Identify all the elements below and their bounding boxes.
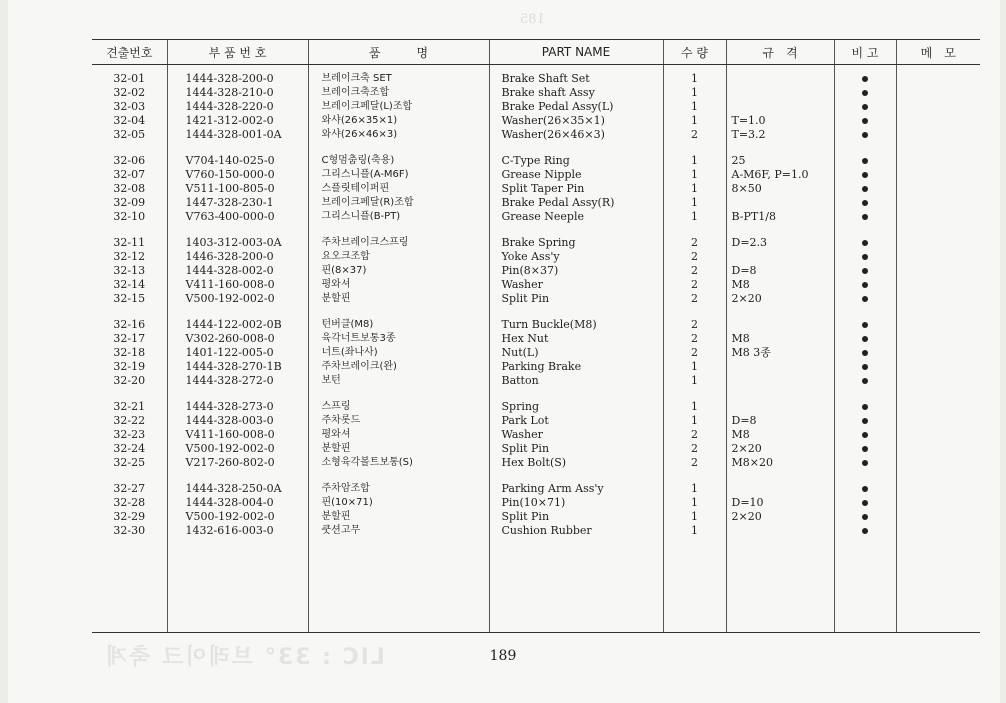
bullet-dot-icon bbox=[862, 214, 868, 220]
korean-name: 브레이크페달(L)조합 bbox=[321, 101, 413, 112]
remark-cell bbox=[835, 414, 896, 428]
part-number: V302-260-008-0 bbox=[185, 332, 275, 345]
remark-cell bbox=[835, 264, 896, 278]
col-name-ko bbox=[308, 65, 489, 633]
part-number: 1421-312-002-0 bbox=[185, 114, 274, 127]
remark-cell bbox=[835, 400, 896, 414]
quantity: 2 bbox=[691, 278, 698, 291]
part-number: V511-100-805-0 bbox=[185, 182, 275, 195]
row-group bbox=[490, 318, 663, 388]
row-group bbox=[835, 482, 896, 538]
specification: M8 bbox=[731, 428, 750, 441]
row-group bbox=[835, 400, 896, 470]
header-name-ko: 품 명 bbox=[308, 40, 489, 65]
specification: T=3.2 bbox=[731, 128, 766, 141]
item-number: 32-14 bbox=[113, 278, 146, 291]
bullet-dot-icon bbox=[862, 158, 868, 164]
col-part-no bbox=[167, 65, 308, 633]
row-group bbox=[727, 318, 834, 388]
row-group bbox=[727, 482, 834, 538]
korean-name: 평와셔 bbox=[321, 279, 351, 290]
quantity: 1 bbox=[691, 374, 698, 387]
item-number: 32-15 bbox=[113, 292, 146, 305]
remark-cell bbox=[835, 442, 896, 456]
item-number: 32-25 bbox=[113, 456, 146, 469]
part-number: 1447-328-230-1 bbox=[185, 196, 274, 209]
bullet-dot-icon bbox=[862, 268, 868, 274]
row-group bbox=[664, 154, 726, 224]
row-group bbox=[168, 400, 308, 470]
part-number: V411-160-008-0 bbox=[185, 428, 275, 441]
row-group bbox=[835, 318, 896, 388]
item-number: 32-18 bbox=[113, 346, 146, 359]
bleed-through-text: LIC : 33° 브레이크 축계 bbox=[104, 645, 385, 670]
remark-cell bbox=[835, 374, 896, 388]
parts-table bbox=[92, 39, 980, 633]
specification: M8×20 bbox=[731, 456, 773, 469]
specification: D=2.3 bbox=[731, 236, 768, 249]
bullet-dot-icon bbox=[862, 514, 868, 520]
remark-cell bbox=[835, 524, 896, 538]
row-group bbox=[309, 318, 489, 388]
korean-name: 주차브레이크(완) bbox=[321, 361, 397, 372]
part-name: Washer bbox=[501, 278, 543, 291]
row-group bbox=[309, 400, 489, 470]
part-name: Brake Pedal Assy(L) bbox=[501, 100, 614, 113]
quantity: 2 bbox=[691, 456, 698, 469]
remark-cell bbox=[835, 114, 896, 128]
part-number: 1444-328-220-0 bbox=[185, 100, 274, 113]
item-number: 32-16 bbox=[113, 318, 146, 331]
remark-cell bbox=[835, 182, 896, 196]
part-number: 1444-122-002-0B bbox=[185, 318, 282, 331]
part-number: V500-192-002-0 bbox=[185, 510, 275, 523]
remark-cell bbox=[835, 332, 896, 346]
part-name: Nut(L) bbox=[501, 346, 539, 359]
bullet-dot-icon bbox=[862, 336, 868, 342]
item-number: 32-05 bbox=[113, 128, 146, 141]
part-name: C-Type Ring bbox=[501, 154, 570, 167]
korean-name: 와샤(26×46×3) bbox=[321, 129, 398, 140]
specification: M8 3종 bbox=[731, 346, 771, 359]
item-number: 32-19 bbox=[113, 360, 146, 373]
bullet-dot-icon bbox=[862, 172, 868, 178]
korean-name: 핀(8×37) bbox=[321, 265, 367, 276]
specification: B-PT1/8 bbox=[731, 210, 776, 223]
quantity: 1 bbox=[691, 496, 698, 509]
part-number: 1444-328-273-0 bbox=[185, 400, 274, 413]
item-number: 32-11 bbox=[113, 236, 146, 249]
remark-cell bbox=[835, 292, 896, 306]
remark-cell bbox=[835, 100, 896, 114]
quantity: 1 bbox=[691, 400, 698, 413]
bullet-dot-icon bbox=[862, 500, 868, 506]
bullet-dot-icon bbox=[862, 460, 868, 466]
item-number: 32-22 bbox=[113, 414, 146, 427]
bullet-dot-icon bbox=[862, 404, 868, 410]
row-group bbox=[309, 154, 489, 224]
bullet-dot-icon bbox=[862, 254, 868, 260]
part-name: Washer(26×46×3) bbox=[501, 128, 605, 141]
item-number: 32-13 bbox=[113, 264, 146, 277]
bullet-dot-icon bbox=[862, 240, 868, 246]
remark-cell bbox=[835, 210, 896, 224]
item-number: 32-28 bbox=[113, 496, 146, 509]
quantity: 1 bbox=[691, 114, 698, 127]
part-number: 1444-328-003-0 bbox=[185, 414, 274, 427]
col-memo bbox=[896, 65, 980, 633]
specification: M8 bbox=[731, 278, 750, 291]
korean-name: 핀(10×71) bbox=[321, 497, 373, 508]
part-name: Hex Bolt(S) bbox=[501, 456, 567, 469]
bullet-dot-icon bbox=[862, 200, 868, 206]
korean-name: 보턴 bbox=[321, 375, 341, 386]
part-name: Brake Shaft Set bbox=[501, 72, 590, 85]
row-group bbox=[92, 72, 167, 142]
remark-cell bbox=[835, 154, 896, 168]
bleed-through-top: 185 bbox=[520, 12, 545, 27]
row-group bbox=[835, 236, 896, 306]
col-remark bbox=[834, 65, 896, 633]
remark-cell bbox=[835, 196, 896, 210]
quantity: 1 bbox=[691, 196, 698, 209]
row-group bbox=[727, 72, 834, 142]
specification: M8 bbox=[731, 332, 750, 345]
item-number: 32-10 bbox=[113, 210, 146, 223]
row-group bbox=[309, 482, 489, 538]
bullet-dot-icon bbox=[862, 446, 868, 452]
quantity: 2 bbox=[691, 332, 698, 345]
remark-cell bbox=[835, 236, 896, 250]
quantity: 2 bbox=[691, 264, 698, 277]
part-number: 1401-122-005-0 bbox=[185, 346, 274, 359]
part-name: Grease Nipple bbox=[501, 168, 582, 181]
korean-name: 그리스니플(B-PT) bbox=[321, 211, 401, 222]
part-number: V760-150-000-0 bbox=[185, 168, 275, 181]
specification: 2×20 bbox=[731, 510, 762, 523]
item-number: 32-08 bbox=[113, 182, 146, 195]
part-number: V763-400-000-0 bbox=[185, 210, 275, 223]
bullet-dot-icon bbox=[862, 104, 868, 110]
quantity: 1 bbox=[691, 168, 698, 181]
body-row bbox=[92, 65, 980, 633]
row-group bbox=[168, 318, 308, 388]
part-name: Brake Spring bbox=[501, 236, 576, 249]
bullet-dot-icon bbox=[862, 322, 868, 328]
quantity: 1 bbox=[691, 524, 698, 537]
korean-name: 요오크조합 bbox=[321, 251, 370, 262]
header-part-no: 부 품 번 호 bbox=[167, 40, 308, 65]
part-name: Split Pin bbox=[501, 292, 550, 305]
bullet-dot-icon bbox=[862, 90, 868, 96]
item-number: 32-03 bbox=[113, 100, 146, 113]
quantity: 2 bbox=[691, 442, 698, 455]
quantity: 2 bbox=[691, 428, 698, 441]
korean-name: 주차암조합 bbox=[321, 483, 370, 494]
bullet-dot-icon bbox=[862, 296, 868, 302]
item-number: 32-09 bbox=[113, 196, 146, 209]
row-group bbox=[92, 236, 167, 306]
specification bbox=[727, 72, 834, 86]
item-number: 32-12 bbox=[113, 250, 146, 263]
specification: T=1.0 bbox=[731, 114, 766, 127]
part-number: V217-260-802-0 bbox=[185, 456, 275, 469]
item-number: 32-23 bbox=[113, 428, 146, 441]
korean-name: 브레이크축 SET bbox=[321, 73, 392, 84]
part-number: 1432-616-003-0 bbox=[185, 524, 274, 537]
quantity: 1 bbox=[691, 100, 698, 113]
specification: 2×20 bbox=[731, 442, 762, 455]
specification bbox=[727, 482, 834, 496]
part-name: Split Pin bbox=[501, 510, 550, 523]
quantity: 1 bbox=[691, 182, 698, 195]
remark-cell bbox=[835, 360, 896, 374]
item-number: 32-02 bbox=[113, 86, 146, 99]
korean-name: 육각너트보통3종 bbox=[321, 333, 396, 344]
part-name: Washer bbox=[501, 428, 543, 441]
part-number: V411-160-008-0 bbox=[185, 278, 275, 291]
bullet-dot-icon bbox=[862, 378, 868, 384]
part-name: Grease Neeple bbox=[501, 210, 584, 223]
row-group bbox=[168, 72, 308, 142]
quantity: 2 bbox=[691, 292, 698, 305]
row-group bbox=[490, 154, 663, 224]
part-number: V500-192-002-0 bbox=[185, 292, 275, 305]
col-no bbox=[92, 65, 167, 633]
remark-cell bbox=[835, 428, 896, 442]
part-number: 1446-328-200-0 bbox=[185, 250, 274, 263]
page-number: 189 bbox=[489, 648, 517, 664]
row-group bbox=[490, 482, 663, 538]
part-name: Split Taper Pin bbox=[501, 182, 585, 195]
bullet-dot-icon bbox=[862, 132, 868, 138]
korean-name: 분할핀 bbox=[321, 511, 351, 522]
part-number: 1403-312-003-0A bbox=[185, 236, 282, 249]
quantity: 1 bbox=[691, 510, 698, 523]
row-group bbox=[664, 482, 726, 538]
bullet-dot-icon bbox=[862, 432, 868, 438]
part-name: Cushion Rubber bbox=[501, 524, 592, 537]
quantity: 1 bbox=[691, 154, 698, 167]
row-group bbox=[168, 482, 308, 538]
item-number: 32-27 bbox=[113, 482, 146, 495]
part-name: Washer(26×35×1) bbox=[501, 114, 605, 127]
specification bbox=[727, 524, 834, 538]
header-no: 견출번호 bbox=[92, 40, 167, 65]
row-group bbox=[664, 236, 726, 306]
specification: D=10 bbox=[731, 496, 764, 509]
bullet-dot-icon bbox=[862, 486, 868, 492]
quantity: 2 bbox=[691, 318, 698, 331]
remark-cell bbox=[835, 72, 896, 86]
bullet-dot-icon bbox=[862, 282, 868, 288]
remark-cell bbox=[835, 510, 896, 524]
part-name: Parking Brake bbox=[501, 360, 582, 373]
part-name: Batton bbox=[501, 374, 539, 387]
quantity: 1 bbox=[691, 482, 698, 495]
specification bbox=[727, 86, 834, 100]
col-qty bbox=[663, 65, 726, 633]
korean-name: 와샤(26×35×1) bbox=[321, 115, 398, 126]
specification bbox=[727, 196, 834, 210]
specification bbox=[727, 360, 834, 374]
row-group bbox=[92, 482, 167, 538]
specification: D=8 bbox=[731, 414, 757, 427]
part-number: 1444-328-250-0A bbox=[185, 482, 282, 495]
part-number: 1444-328-001-0A bbox=[185, 128, 282, 141]
remark-cell bbox=[835, 86, 896, 100]
bullet-dot-icon bbox=[862, 364, 868, 370]
specification bbox=[727, 374, 834, 388]
korean-name: 스프링 bbox=[321, 401, 351, 412]
quantity: 2 bbox=[691, 346, 698, 359]
quantity: 1 bbox=[691, 86, 698, 99]
item-number: 32-07 bbox=[113, 168, 146, 181]
row-group bbox=[664, 72, 726, 142]
row-group bbox=[92, 400, 167, 470]
specification: 8×50 bbox=[731, 182, 762, 195]
part-name: Pin(10×71) bbox=[501, 496, 566, 509]
remark-cell bbox=[835, 346, 896, 360]
remark-cell bbox=[835, 456, 896, 470]
row-group bbox=[835, 72, 896, 142]
header-qty: 수 량 bbox=[663, 40, 726, 65]
remark-cell bbox=[835, 168, 896, 182]
header-spec: 규 격 bbox=[726, 40, 834, 65]
col-spec bbox=[726, 65, 834, 633]
korean-name: 브레이크축조합 bbox=[321, 87, 390, 98]
item-number: 32-24 bbox=[113, 442, 146, 455]
korean-name: 평와셔 bbox=[321, 429, 351, 440]
part-name: Split Pin bbox=[501, 442, 550, 455]
part-name: Spring bbox=[501, 400, 539, 413]
row-group bbox=[490, 400, 663, 470]
part-number: 1444-328-200-0 bbox=[185, 72, 274, 85]
specification bbox=[727, 400, 834, 414]
remark-cell bbox=[835, 128, 896, 142]
specification bbox=[727, 318, 834, 332]
row-group bbox=[309, 72, 489, 142]
quantity: 2 bbox=[691, 250, 698, 263]
row-group bbox=[168, 236, 308, 306]
row-group bbox=[727, 154, 834, 224]
specification bbox=[727, 250, 834, 264]
part-number: V500-192-002-0 bbox=[185, 442, 275, 455]
row-group bbox=[490, 72, 663, 142]
specification: D=8 bbox=[731, 264, 757, 277]
remark-cell bbox=[835, 250, 896, 264]
quantity: 1 bbox=[691, 414, 698, 427]
quantity: 2 bbox=[691, 236, 698, 249]
remark-cell bbox=[835, 496, 896, 510]
bullet-dot-icon bbox=[862, 118, 868, 124]
item-number: 32-17 bbox=[113, 332, 146, 345]
korean-name: C형멈춤링(축용) bbox=[321, 155, 395, 166]
bullet-dot-icon bbox=[862, 528, 868, 534]
part-name: Park Lot bbox=[501, 414, 549, 427]
remark-cell bbox=[835, 278, 896, 292]
part-number: 1444-328-002-0 bbox=[185, 264, 274, 277]
header-row bbox=[92, 40, 980, 65]
korean-name: 분할핀 bbox=[321, 293, 351, 304]
korean-name: 너트(좌나사) bbox=[321, 347, 378, 358]
korean-name: 소형육각볼트보통(S) bbox=[321, 457, 413, 468]
row-group bbox=[727, 400, 834, 470]
part-name: Pin(8×37) bbox=[501, 264, 559, 277]
quantity: 2 bbox=[691, 128, 698, 141]
row-group bbox=[168, 154, 308, 224]
korean-name: 턴버클(M8) bbox=[321, 319, 374, 330]
bullet-dot-icon bbox=[862, 186, 868, 192]
part-name: Brake Pedal Assy(R) bbox=[501, 196, 615, 209]
korean-name: 주차롯드 bbox=[321, 415, 361, 426]
quantity: 1 bbox=[691, 210, 698, 223]
remark-cell bbox=[835, 318, 896, 332]
header-part-name: PART NAME bbox=[489, 40, 663, 65]
remark-cell bbox=[835, 482, 896, 496]
row-group bbox=[490, 236, 663, 306]
row-group bbox=[835, 154, 896, 224]
part-name: Yoke Ass'y bbox=[501, 250, 560, 263]
part-number: 1444-328-004-0 bbox=[185, 496, 274, 509]
header-memo: 메 모 bbox=[896, 40, 980, 65]
row-group bbox=[92, 154, 167, 224]
row-group bbox=[664, 400, 726, 470]
part-name: Turn Buckle(M8) bbox=[501, 318, 597, 331]
korean-name: 주차브레이크스프링 bbox=[321, 237, 409, 248]
specification: 2×20 bbox=[731, 292, 762, 305]
part-number: 1444-328-210-0 bbox=[185, 86, 274, 99]
part-name: Brake shaft Assy bbox=[501, 86, 595, 99]
item-number: 32-29 bbox=[113, 510, 146, 523]
row-group bbox=[92, 318, 167, 388]
item-number: 32-01 bbox=[113, 72, 146, 85]
korean-name: 브레이크페달(R)조합 bbox=[321, 197, 414, 208]
part-number: 1444-328-272-0 bbox=[185, 374, 274, 387]
item-number: 32-21 bbox=[113, 400, 146, 413]
korean-name: 분할핀 bbox=[321, 443, 351, 454]
col-part-name bbox=[489, 65, 663, 633]
specification: A-M6F, P=1.0 bbox=[731, 168, 809, 181]
part-name: Hex Nut bbox=[501, 332, 549, 345]
item-number: 32-04 bbox=[113, 114, 146, 127]
specification: 25 bbox=[731, 154, 746, 167]
quantity: 1 bbox=[691, 360, 698, 373]
bullet-dot-icon bbox=[862, 76, 868, 82]
part-number: 1444-328-270-1B bbox=[185, 360, 282, 373]
korean-name: 쿳션고무 bbox=[321, 525, 361, 536]
quantity: 1 bbox=[691, 72, 698, 85]
item-number: 32-20 bbox=[113, 374, 146, 387]
row-group bbox=[309, 236, 489, 306]
item-number: 32-30 bbox=[113, 524, 146, 537]
korean-name: 스플릿테이퍼핀 bbox=[321, 183, 390, 194]
item-number: 32-06 bbox=[113, 154, 146, 167]
bullet-dot-icon bbox=[862, 418, 868, 424]
part-name: Parking Arm Ass'y bbox=[501, 482, 604, 495]
part-number: V704-140-025-0 bbox=[185, 154, 275, 167]
specification bbox=[727, 100, 834, 114]
header-remark: 비 고 bbox=[834, 40, 896, 65]
bullet-dot-icon bbox=[862, 350, 868, 356]
korean-name: 그리스니플(A-M6F) bbox=[321, 169, 409, 180]
row-group bbox=[727, 236, 834, 306]
row-group bbox=[664, 318, 726, 388]
